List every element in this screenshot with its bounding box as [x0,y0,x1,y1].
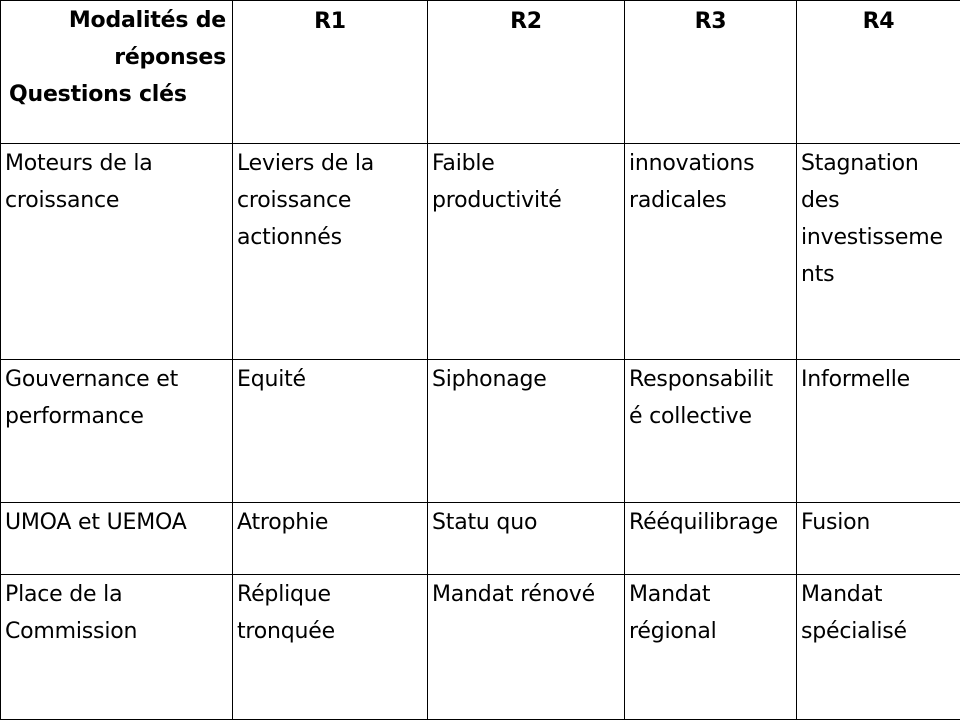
table-cell [797,575,960,720]
corner-modalites-label: Modalités de [68,8,226,33]
table-cell [428,503,625,575]
header-row [1,1,960,144]
table-cell [233,503,428,575]
cell-line: des [801,187,840,213]
corner-reponses-label: réponses [114,45,226,70]
table-cell [797,143,960,360]
cell-line: Mandat rénové [432,582,595,608]
table-cell [625,143,797,360]
column-header-r1: R1 [233,1,428,144]
cell-line: Statu quo [432,510,538,536]
cell-line: Responsabilit [629,367,773,393]
cell-line: Informelle [801,367,911,393]
cell-line: investisseme [801,224,943,250]
cell-line: Place de la [5,582,123,608]
row-label-moteurs [1,143,233,360]
cell-line: productivité [432,187,562,213]
corner-header-cell [1,1,233,144]
cell-line: Faible [432,150,495,176]
cell-line: innovations [629,150,755,176]
cell-line: actionnés [237,224,342,250]
table-cell [233,143,428,360]
table-cell [233,575,428,720]
row-label-commission [1,575,233,720]
cell-line: radicales [629,187,727,213]
row-label-umoa [1,503,233,575]
table-cell [428,360,625,503]
cell-line: croissance [237,187,352,213]
table-cell [428,575,625,720]
cell-line: Equité [237,367,306,393]
cell-line: spécialisé [801,619,907,645]
column-header-r4: R4 [797,1,960,144]
table-row [1,360,960,503]
cell-line: régional [629,619,717,645]
table-row [1,143,960,360]
cell-line: Réplique [237,582,331,608]
cell-line: croissance [5,187,120,213]
cell-line: Stagnation [801,150,919,176]
table-cell [797,503,960,575]
table-row [1,503,960,575]
cell-line: UMOA et UEMOA [5,510,187,536]
cell-line: tronquée [237,619,335,645]
table-cell [625,575,797,720]
table-row [1,575,960,720]
table-cell [233,360,428,503]
cell-line: Moteurs de la [5,150,153,176]
row-label-gouvernance [1,360,233,503]
cell-line: Commission [5,619,138,645]
cell-line: performance [5,404,144,430]
cell-line: Mandat [629,582,711,608]
table-cell [625,503,797,575]
table-cell [625,360,797,503]
cell-line: Siphonage [432,367,547,393]
cell-line: Fusion [801,510,871,536]
cell-line: Atrophie [237,510,329,536]
column-header-r2: R2 [428,1,625,144]
cell-line: nts [801,261,835,287]
cell-line: Leviers de la [237,150,375,176]
cell-line: é collective [629,404,752,430]
table-cell [797,360,960,503]
cell-line: Mandat [801,582,883,608]
table-cell [428,143,625,360]
cell-line: Gouvernance et [5,367,179,393]
cell-line: Rééquilibrage [629,510,779,536]
corner-questions-label: Questions clés [9,82,187,107]
column-header-r3: R3 [625,1,797,144]
